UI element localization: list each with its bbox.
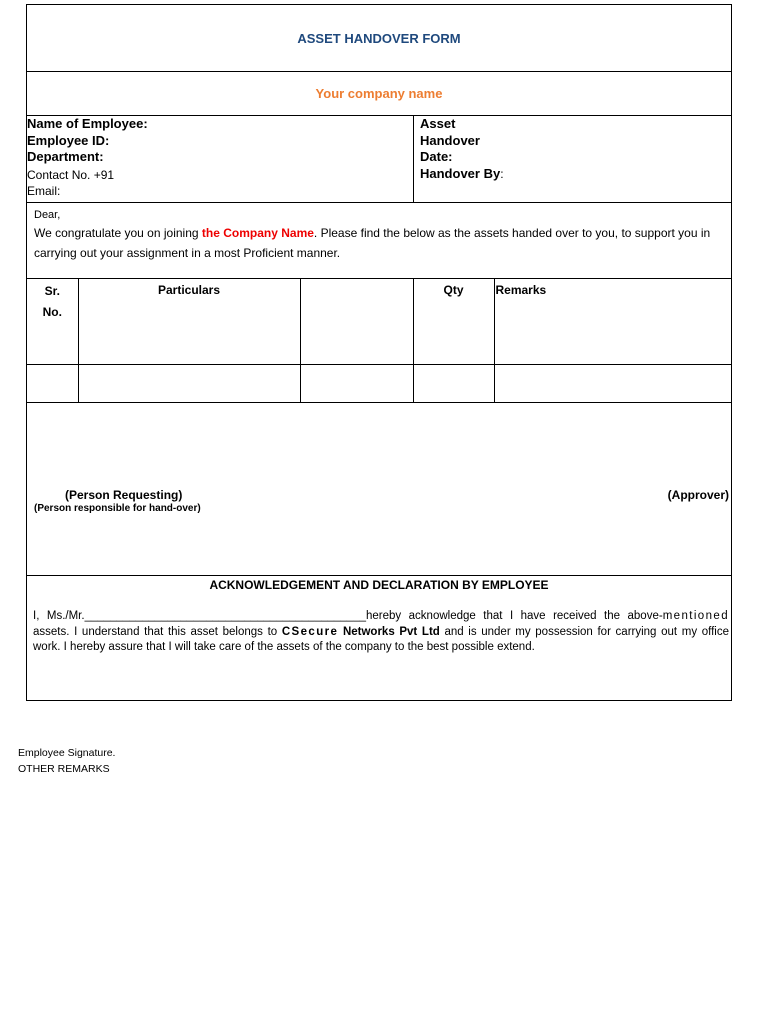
acknowledgement-row <box>27 578 731 700</box>
person-requesting-label: (Person Requesting) <box>65 488 183 502</box>
intro-text-after: . Please find the below as the assets handed over to you, to support you in carrying out your assignment in a most Proficient manner. <box>34 226 711 260</box>
acknowledgement-text <box>27 609 731 656</box>
assets-table <box>27 279 731 402</box>
other-remarks-label: OTHER REMARKS <box>18 763 110 775</box>
salutation: Dear, <box>34 209 61 221</box>
handover-by-colon: : <box>500 166 504 181</box>
table-row <box>27 365 731 403</box>
cell-sr-no[interactable] <box>27 365 78 403</box>
intro-text-before: We congratulate you on joining <box>34 226 202 240</box>
asset-label: Asset <box>420 116 456 131</box>
cell-blank[interactable] <box>300 365 413 403</box>
col-qty: Qty <box>413 279 494 365</box>
employee-details <box>27 116 414 202</box>
col-remarks: Remarks <box>494 279 731 365</box>
handover-details <box>414 116 731 202</box>
ack-part2: mentioned <box>662 610 729 622</box>
col-particulars: Particulars <box>78 279 300 365</box>
contact-label: Contact No. +91 <box>27 167 115 182</box>
email-label: Email: <box>27 184 61 198</box>
col-sr-no <box>27 279 78 365</box>
person-responsible-label: (Person responsible for hand-over) <box>34 503 201 514</box>
form-title: ASSET HANDOVER FORM <box>297 30 461 46</box>
ack-part3: assets. I understand that this asset belongs to <box>33 625 282 638</box>
employee-id-label: Employee ID: <box>27 132 110 148</box>
cell-particulars[interactable] <box>78 365 300 403</box>
ack-part1: I, Ms./Mr.____________________________________________hereby acknowledge that I have received the above- <box>33 610 663 622</box>
handover-by-line <box>420 166 731 183</box>
employee-signature-label: Employee Signature. <box>18 747 116 759</box>
table-header-row <box>27 279 731 365</box>
company-name: Your company name <box>315 86 443 101</box>
ack-company: Networks Pvt Ltd <box>338 625 440 638</box>
department-label: Department: <box>27 149 104 164</box>
employee-info-row <box>27 116 731 203</box>
col-blank <box>300 279 413 365</box>
intro-row <box>27 203 731 279</box>
company-name-row <box>27 72 731 116</box>
assets-table-row <box>27 279 731 403</box>
cell-qty[interactable] <box>413 365 494 403</box>
handover-by-label: Handover By <box>420 165 501 181</box>
approver-label: (Approver) <box>667 488 729 502</box>
handover-label: Handover <box>420 132 480 148</box>
date-label: Date: <box>420 149 453 164</box>
col-sr-line1: Sr. <box>44 284 60 298</box>
form-title-row <box>27 5 731 72</box>
company-highlight: the Company Name <box>201 226 314 240</box>
asset-handover-form <box>26 4 732 701</box>
ack-part4: and is under my possession for carrying out my office work. I hereby assure that I will take care of the assets of the company to the best possible extend. <box>33 625 729 653</box>
employee-name-label: Name of Employee: <box>27 116 148 131</box>
ack-company-spaced: CSecure <box>281 625 339 638</box>
acknowledgement-title: ACKNOWLEDGEMENT AND DECLARATION BY EMPLOYEE <box>209 578 549 592</box>
intro-paragraph <box>34 223 723 263</box>
col-sr-line2: No. <box>42 305 62 319</box>
cell-remarks[interactable] <box>494 365 731 403</box>
signatures-row <box>27 403 731 576</box>
